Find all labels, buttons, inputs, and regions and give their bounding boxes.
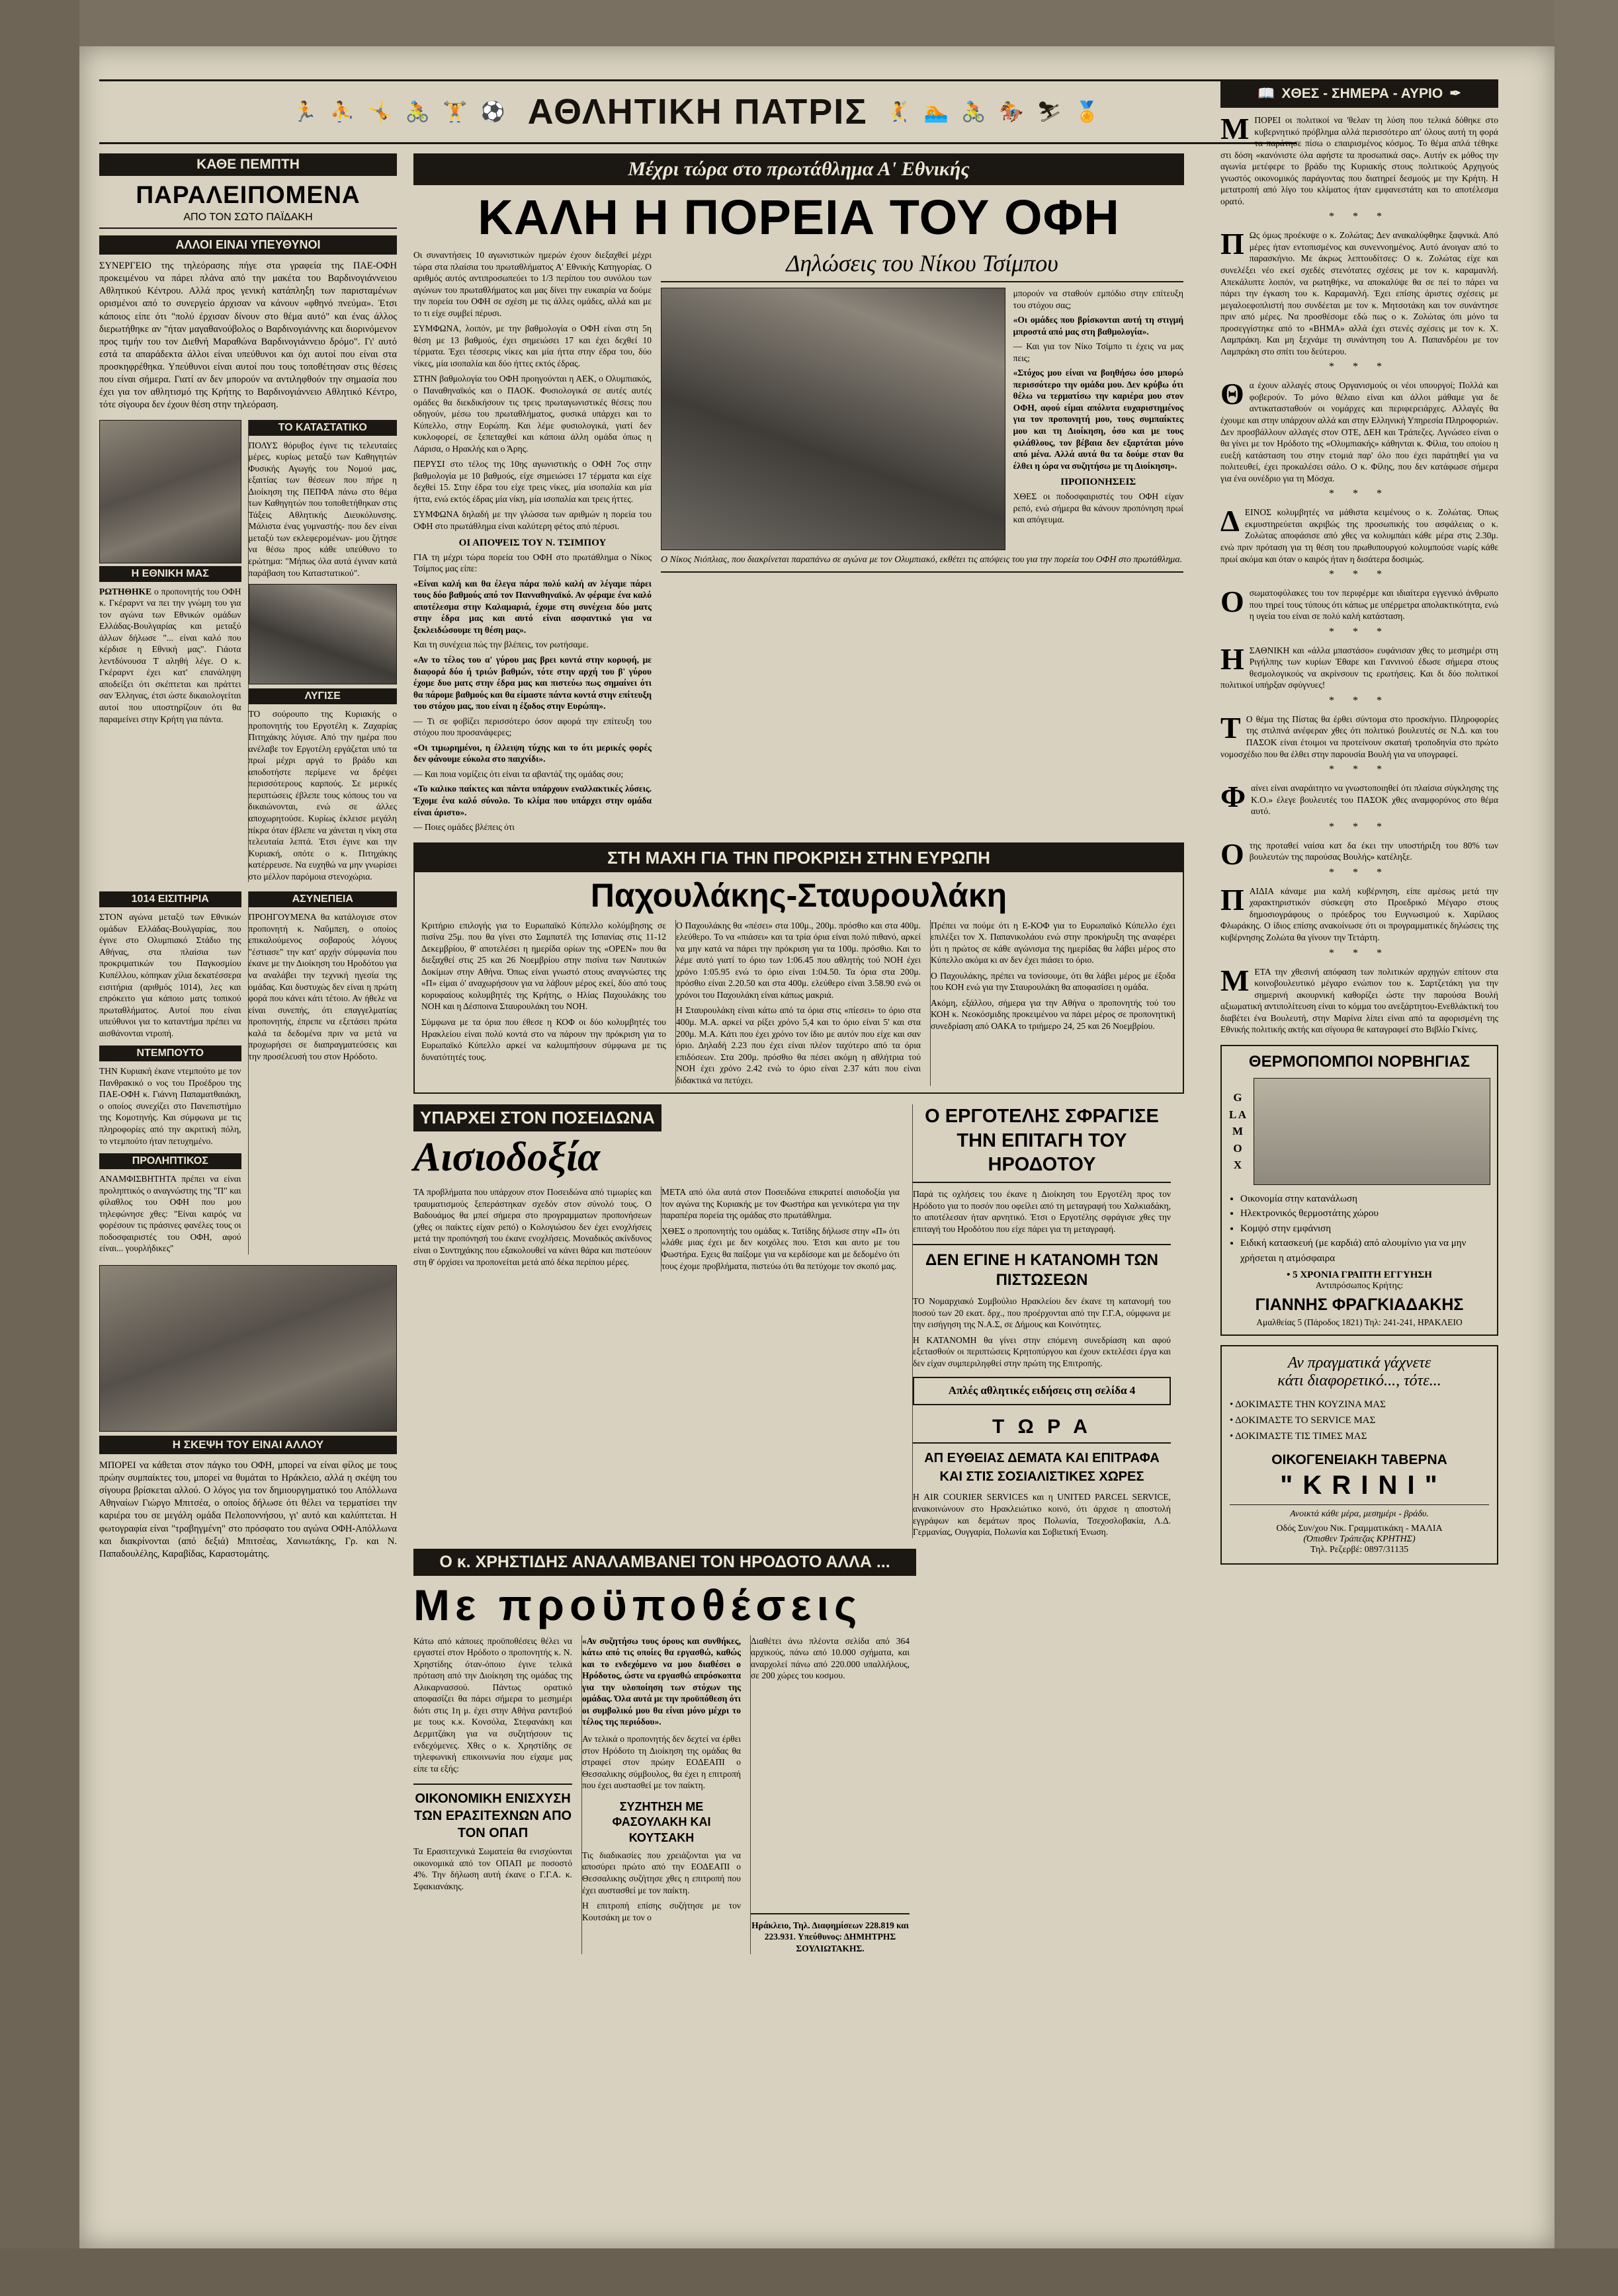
- ad2-address-2: (Όπισθεν Τράπεζας ΚΡΗΤΗΣ): [1303, 1534, 1416, 1545]
- poseidon-kicker: ΥΠΑΡΧΕΙ ΣΤΟΝ ΠΟΣΕΙΔΩΝΑ: [413, 1104, 661, 1131]
- photo-ethniki-mas: [99, 420, 241, 563]
- christidis-headline: Με προϋποθέσεις: [413, 1580, 863, 1629]
- quote-6: «Στόχος μου είναι να βοηθήσω όσο μπορώ περισσότερο την ομάδα μου. Δεν κρύβω ότι θέλω να τερματίσω την καριέρα μου στον ΟΦΗ, αφού είμαι απόλυτα ευχαριστημένος για τον προπονητή μου, τους συμπαίκτες μου και τη Διοίκηση, όσο και με τους φιλάθλους, τον βέβαια δεν εξαρτάται μόνο από μένα. Αλλά αυτά θα τα δούμε σταν θα έλθει η ώρα να συζητήσω με τη Διοίκηση».: [1013, 368, 1183, 471]
- article-alloi-ypeythynoi: ΣΥΝΕΡΓΕΙΟ της τηλεόρασης πήγε στα γραφεία της ΠΑΕ-ΟΦΗ προκειμένου να πάρει πλάνα από την μακέτα του Βαρδινογιάννειου Αθλητικού Κέντρου. Αλλά προς γενική κατάπληξη των παρισταμένων ορισμένοι από το συνεργείο άρχισαν να κάνουν «φθηνό πνεύμα». Έτσι κάποιος είπε ότι "πολύ έρχισαν δίνουν στο θέμα αυτό" και ένας άλλος διερωτήθηκε αν "ήταν μαγαθανούβολος ο Βαρδινογιάννης και διορινόμενον προς τιμήν του τον Διεθνή Μαραθώνα Βαρδινογιάννειο δρόμο". Γι' αυτό εστά τα απαράδεκτα άλλοι είναι υπεύθυνοι και όχι αυτοί που είναι στα προσκηφρέθηκα. Υπεύθυνοι είναι αυτοί που τους τοποθέτησαν στις θέσεις που είναι σήμερα. Γιατί αν δεν μπορούν να αντιληφθούν την σημασία που έχει για τον αθλητισμό της Κρήτης το Βαρδινογιάννειο Αθλητικό Κέντρο, τότε σίγουρα δεν έχουν θέση στην τηλεόραση.: [99, 261, 397, 411]
- center-lead-2: ΣΥΜΦΩΝΑ, λοιπόν, με την βαθμολογία ο ΟΦΗ είναι στη 5η θέση με 13 βαθμούς, έχει σημειώσει 17 και έχει δεχθεί 10 τέρματα. Έχει τέσσερις νίκες και μία ήττα στην έδρα του, δύο νίκες, μία ισοπαλία και δύο ήττες εκτός έδρας.: [413, 323, 652, 368]
- opinion-text: σωματοφύλακες του τον περιφέρμε και ιδιαίτερα εγγενικό άνθρωπο που τηρεί τους τύπους ότι κάπως με υπέρμετρα απολακτικότητα, ενώ η υγεία του είναι σε πολύ καλή κατάσταση.: [1249, 588, 1498, 622]
- tora-headline: Τ Ω Ρ Α: [913, 1416, 1171, 1444]
- subhead-katastatiko: ΤΟ ΚΑΤΑΣΤΑΤΙΚΟ: [249, 420, 397, 436]
- opinion-item: [1220, 963, 1498, 1036]
- ad2-hours: Ανοικτά κάθε μέρα, μεσημέρι - βράδυ.: [1230, 1504, 1489, 1520]
- subhead-asyneia: ΑΣΥΝΕΠΕΙΑ: [249, 891, 397, 907]
- photo-niopllias-action: [661, 288, 1005, 550]
- section-separator-stars: * * *: [1329, 821, 1390, 833]
- center-lead-1: Οι συναντήσεις 10 αγωνιστικών ημερών έχουν διεξαχθεί μέχρι τώρα στα πλαίσια του πρωταθλήματος Α' Εθνικής Κατηγορίας. Ο αριθμός αυτός αντιπροσωπεύει το 1/3 περίπου του συνόλου των αγώνων του πρωταθλήματος και μας δίνει την ευκαιρία να δούμε την πορεία του ΟΦΗ σε σχέση με τις άλλες ομάδες, αλλά και με το τι είχε συμβεί πέρυσι.: [413, 250, 652, 318]
- subhead-alloi-einai-ypeythynoi: ΑΛΛΟΙ ΕΙΝΑΙ ΥΠΕΥΘΥΝΟΙ: [99, 235, 397, 255]
- ad2-line2: κάτι διαφορετικό..., τότε...: [1277, 1372, 1441, 1390]
- center-headline: ΚΑΛΗ Η ΠΟΡΕΙΑ ΤΟΥ ΟΦΗ: [478, 190, 1120, 245]
- ad1-bullet-2: • Κομψό στην εμφάνιση: [1240, 1221, 1490, 1237]
- pictogram-strip-left: 🏃 ⛹ 🤸 🚴 🏋 ⚽: [292, 101, 509, 123]
- swim-col1-a: Κριτήριο επιλογής για το Ευρωπαϊκό Κύπελλο κολύμβησης σε πισίνα 25μ. που θα γίνει στο Σαμπατέλ της Ισπανίας στις 11-12 Δεκεμβρίου, θ' αποτελέσει η ημερίδα ορίων της «OPEN» που θα διεξαχθεί στις 25 και 26 Νοεμβρίου στην πισίνα των Ναυτικών Δοκίμων στην Αθήνα. Όπως είναι γνωστό στους αναγνώστες της «Π» είμαι ό' αναχωρήσουν για να λάβουν μέρος εκεί, δύο από τους κορυφαίους κολυμβητές της Κρήτης, ο Ηλίας Παχουλάκης του ΝΟΗ και η Δέσποινα Σταυρουλάκη του ΝΟΗ.: [421, 920, 666, 1012]
- opinion-dropcap: Ο: [1220, 837, 1244, 871]
- ad1-bullet-1: • Ηλεκτρονικός θερμοστάτης χώρου: [1240, 1206, 1490, 1221]
- opinion-item: [1220, 377, 1498, 484]
- poseidon-headline: Αισιοδοξία: [413, 1135, 601, 1180]
- ad2-name: " K R I N I ": [1280, 1471, 1439, 1500]
- ad1-address: Αμαλθείας 5 (Πάροδος 1821) Τηλ: 241-241, ΗΡΑΚΛΕΙΟ: [1256, 1317, 1463, 1328]
- oikonomiki-headline: ΟΙΚΟΝΟΜΙΚΗ ΕΝΙΣΧΥΣΗ ΤΩΝ ΕΡΑΣΙΤΕΧΝΩΝ ΑΠΟ ΤΟΝ ΟΠΑΠ: [413, 1784, 572, 1842]
- quote-3: «Οι τιμωρημένοι, η έλλειψη τύχης και το ότι μερικές φορές δεν φάνουμε εύκολα στο παιχνίδι».: [413, 742, 652, 764]
- swim-col3-a: Πρέπει να πούμε ότι η Ε-ΚΟΦ για το Ευρωπαϊκό Κύπελλο έχει επιλέξει τον Χ. Παπανικολάου ενώ στην προκήρυξη της αναφέρει ότι η πρώτος σε κάθε αγώνισμα της ημερίδας θα λάβει μέρος στο Κύπελλο ακόμα κι αν δεν έχει πιάσει το όριο.: [931, 920, 1175, 965]
- tora-sub-1: ΑΠ ΕΥΘΕΙΑΣ ΔΕΜΑΤΑ ΚΑΙ ΕΠΙΤΡΑΦΑ: [924, 1451, 1160, 1466]
- newspaper-title: ΑΘΛΗΤΙΚΗ ΠΑΤΡΙΣ: [527, 92, 868, 132]
- opinion-column-title: ΧΘΕΣ - ΣΗΜΕΡΑ - ΑΥΡΙΟ: [1281, 85, 1443, 101]
- ad1-rep-label: Αντιπρόσωπος Κρήτης:: [1315, 1281, 1404, 1292]
- ad2-type: ΟΙΚΟΓΕΝΕΙΑΚΗ ΤΑΒΕΡΝΑ: [1271, 1452, 1447, 1468]
- center-lead-3: ΣΤΗΝ βαθμολογία του ΟΦΗ προηγούνται η ΑΕΚ, ο Ολυμπιακός, ο Παναθηναϊκός και ο ΠΑΟΚ. Φυσιολογικά σε αυτές αυτές ομάδες θα διεκδικήσουν τις τρεις πρωταγωνιστικές θέσεις που οδηγούν, μέσω του πρωταθλήματος, φυσικά υπάρχει και το Κύπελλο, στην Ευρώπη. Και λέμε φυσιολογικά, γιατί δεν κυκλοφορεί, σε ξεπεταχθεί και κάποια άλλη ομάδα όπως η Λάρισα, ο Ηρακλής και ο Άρης.: [413, 374, 652, 454]
- swim-col2-b: Η Σταυρουλάκη είναι κάτω από τα όρια στις «πίεσει» το όριο στα 400μ. Μ.Α. αρκεί να ρίξει χρόνο 5,4 και το όριο είναι 5' και στα 200μ. Μ.Α. Κάτι που έχει χρόνο τον ίδιο με αυτόν που είχε και σαν όριο. Δηλαδή 2.23 που έχει είναι πλέον ταχύτερο από τα όρια επιδόσεων. Στα 200μ. πρόσθιο θα πέσει ακόμη η αθλήτρια τού ΝΟΗ έχει χρόνο 2.42 ενώ το όριο είναι 2.37 κάτι που είναι διδακτικά να πετύχει.: [676, 1005, 921, 1085]
- tora-body: Η AIR COURIER SERVICES και η UNITED PARCEL SERVICE, ανακοινώνουν στο Ηρακλειώτικο κοινό, ότι άρχισε η αποστολή εγγράφων και δεμάτων προς Πολωνία, Τσεχοσλοβακία, Λ.Δ. Γερμανίας, Ουγγαρία, Πολωνία και Σοβιετική Ένωση.: [913, 1492, 1171, 1538]
- opinion-text: Ο θέμα της Πίστας θα έρθει σύντομα στο προσκήνιο. Πληροφορίες της στιλπνά ανέφεραν χθες ότι πολιτικό βουλευτές σε Ν.Δ. και του ΠΑΣΟΚ είναι έτοιμοι να προτείνουν σκαταή τροποδηνία στο πρώτο νομοσχέδιο που θα έλθει στην παρουσία Βουλή για να υπογραφεί.: [1220, 714, 1498, 759]
- scan-edge-right: [1554, 0, 1618, 2296]
- center-subsec-apopseis: ΟΙ ΑΠΟΨΕΙΣ ΤΟΥ Ν. ΤΣΙΜΠΟΥ: [458, 537, 607, 548]
- center-col2-3: ΧΘΕΣ οι ποδοσφαιριστές του ΟΦΗ είχαν ρεπό, ενώ σήμερα θα κάνουν προπόνηση πρωί και απόγευμα.: [1013, 491, 1183, 525]
- center-lead-5: ΣΥΜΦΩΝΑ δηλαδή με την γλώσσα των αριθμών η πορεία του ΟΦΗ στο πρωτάθλημα είναι καλύτερη φέτος από πέρυσι.: [413, 509, 652, 532]
- scan-edge-bottom: [0, 2248, 1618, 2296]
- masthead: [99, 79, 1297, 144]
- center-lead-6: ΓΙΑ τη μέχρι τώρα πορεία του ΟΦΗ στο πρωτάθλημα ο Νίκος Τσίμπος μας είπε:: [413, 552, 652, 574]
- opinion-dropcap: Π: [1220, 882, 1244, 917]
- section-separator-stars: * * *: [1329, 211, 1390, 223]
- center-column: [413, 153, 1184, 1954]
- quote-5: «Οι ομάδες που βρίσκονται αυτή τη στιγμή μπροστά από μας στη βαθμολογία».: [1013, 315, 1183, 337]
- den-egine-body-2: Η ΚΑΤΑΝΟΜΗ θα γίνει στην επόμενη συνεδρίαση και αφού εξετασθούν οι περιπτώσεις Κρητοπύργου και έχουν εκτελέσει έργα και δεν είχαν συμπεριληφθεί στην πρώτη της Επιτροπής.: [913, 1334, 1171, 1368]
- subhead-ntempouto: ΝΤΕΜΠΟΥΤΟ: [99, 1046, 241, 1061]
- ergotelis-headline: Ο ΕΡΓΟΤΕΛΗΣ ΣΦΡΑΓΙΣΕ ΤΗΝ ΕΠΙΤΑΓΗ ΤΟΥ ΗΡΟΔΟΤΟΥ: [913, 1104, 1171, 1183]
- ad1-title: ΘΕΡΜΟΠΟΜΠΟΙ ΝΟΡΒΗΓΙΑΣ: [1248, 1052, 1470, 1071]
- den-egine-body-1: ΤΟ Νομαρχιακό Συμβούλιο Ηρακλείου δεν έκανε τη κατανομή του ποσού των 20 εκατ. δρχ., που προέρχονται από την Γ.Γ.Α, ούμφωνα με την εισήγηση της Ν.Α.Σ, σε Δήμους και Κοινότητες.: [913, 1296, 1171, 1330]
- ad2-bullet-3: • ΔΟΚΙΜΑΣΤΕ ΤΙΣ ΤΙΜΕΣ ΜΑΣ: [1230, 1431, 1367, 1442]
- opinion-text: Ως όμως προέκυψε ο κ. Ζολώτας; Δεν ανακαλύφθηκε ξαφνικά. Από μέρες ήταν εντοπισμένος και συνεννοημένος. Αυτό άνοιγαν από το παρασκήνιο. Με άκρως λεπτουδίτσες: Ο κ. Ζολώτας είχε και συνελέξει νέο εκεί σχεδές στενότατες σχέσεις με τον κ. καραμανλή. Απεκάλυπτε λοιπόν, να ρωτηθήκε, να αποκαλύψε θα σε πεί το πάρει να πάρει την έγκαση του κ. Καραμανλή. Έχει επίσης άριστες σχέσεις με μεγαλοεφοπλιστή που συνδέεται με τον κ. Μητσοτάκη και τον συνάντησε πριν από μέρες. Να προσθέσομε εδώ πως ο κ. Ζολώτας όπι μόνο τα προσεγγίστηκε από το «ΒΗΜΑ» αλλά έχει στενές σχέσεις με τον κ. Χ. Λαμπράκη. Και μη ξεχνάμε τη συνάντηση του Α. Παπανδρέου με τον Λαμπράκη στο σπίτι του δεύτερου.: [1220, 230, 1498, 356]
- opinion-dropcap: Θ: [1220, 377, 1244, 411]
- opinion-item: [1220, 837, 1498, 871]
- quote-2: «Αν το τέλος του α' γύρου μας βρει κοντά στην κορυφή, με διαφορά δύο ή τριών βαθμών, τότε στην αρχή του β' γύρου έχομε δυο ματς στην έδρα μας και πιστεύω πως σημαίνει ότι θα πάρομε βαθμούς και θα είμαστε πάντα κοντά στην επίτευξη του στόχου μας, που είναι η έξοδος στην Ευρώπη».: [413, 654, 652, 712]
- section-separator-stars: * * *: [1329, 694, 1390, 706]
- opinion-dropcap: Φ: [1220, 780, 1246, 814]
- swim-col1-b: Σύμφωνα με τα όρια που έθεσε η ΚΟΦ οι δύο κολυμβητές του Ηρακλείου είναι πολύ κοντά στο να πάρουν την πρόκριση για το Ευρωπαϊκό Κύπελλο αρκεί να καλυμπήσουν σύμφωνα με τις δυνατότητές τους.: [421, 1016, 666, 1062]
- center-col2-1: μπορούν να σταθούν εμπόδιο στην επίτευξη του στόχου σας;: [1013, 288, 1183, 310]
- opinion-item: [1220, 641, 1498, 691]
- left-column: [99, 153, 397, 1561]
- photo-caption-niopllias: Ο Νίκος Νιόπλιας, που διακρίνεται παραπάνω σε αγώνα με τον Ολυμπιακό, εκθέτει τις απόψεις του για την πορεία του ΟΦΗ στο πρωτάθλημα.: [661, 554, 1183, 573]
- opinion-text: αίνει είναι αναράιτητο να γνωστοποιηθεί ότι πλαίσια σύγκλησης της Κ.Ο.» έλεγε βουλευτές του ΠΑΣΟΚ χθες αναμφορύνος στο θέμα αυτό.: [1251, 783, 1498, 817]
- opinion-item: [1220, 504, 1498, 565]
- scan-edge-left: [0, 0, 79, 2296]
- kicker-kathe-pempti: ΚΑΘΕ ΠΕΜΠΤΗ: [99, 153, 397, 176]
- opinion-text: ΣΑΘΝΙΚΗ και «άλλα μπαστάσο» ευφάνισαν χθες το μεσημέρι στη Ριγήλπης των κυρίων Έθαρε και Γαννινού έδωσε σήμερα στους θεσμολογικούς να ακρίνσουν τις ερωτήσεις. Και δι δύο πολιτικοί πολιτικοί υπήρξαν σφύγνυες!: [1220, 645, 1498, 690]
- quote-4: «Το καλικο παίκτες και πάντα υπάρχουν εναλλακτικές λύσεις. Έχομε ένα καλό σύνολο. Το κλίμα που υπάρχει στην ομάδα είναι άριστο».: [413, 784, 652, 817]
- center-lead-7: Και τη συνέχεια πώς την βλέπεις, τον ρωτήσαμε.: [413, 639, 589, 650]
- opinion-dropcap: Ο: [1220, 585, 1244, 619]
- opinion-dropcap: Δ: [1220, 504, 1240, 538]
- lead-rotithike: ΡΩΤΗΘΗΚΕ: [99, 586, 152, 596]
- article-ntempouto: ΤΗΝ Κυριακή έκανε ντεμπούτο με τον Πανθρακικό ο νος του Προέδρου της ΠΑΕ-ΟΦΗ κ. Γιάννη Παπαματθαιάκη, ο οποίος συνεχίζει στο Πανεπιστήμιο της Κομοτηνής. Και σύμφωνα με τις πληροφορίες από την ακριτική πόλη, το ντεμπούτο ήταν πετυχημένο.: [99, 1066, 241, 1146]
- pen-icon: ✒: [1449, 86, 1461, 101]
- christidis-quote: «Αν συζητήσω τους όρους και συνθήκες, κάτω από τις οποίες θα εργασθώ, καθώς και το ενδεχόμενο να μου διαθέσει ο Ηρόδοτος, ώστε να εργασθώ απρόσκοπτα για την υλοποίηση των στόχων της ομάδας. Όλα αυτά με την προϋπόθεση ότι οι συμβολικό μου θα είναι μόνο μέχρι το τέλος της περιόδου».: [582, 1635, 741, 1727]
- quote-1: «Είναι καλή και θα έλεγα πάρα πολύ καλή αν λέγαμε πάρει τους δύο βαθμούς από τον Πανναθηναϊκό. Αν φέραμε ένα καλό αποτέλεσμα στην Καλαμαριά, έχομε στη συνέχεια δύο ματς στην έδρα μας και αυτό είναι ασφαντικό για να ξεκλειδώσουμε τη θέση μας».: [413, 578, 652, 635]
- ad1-bullet-0: • Οικονομία στην κατανάλωση: [1240, 1192, 1490, 1207]
- ad1-bullets: [1231, 1192, 1490, 1266]
- tora-sub-2: ΚΑΙ ΣΤΙΣ ΣΟΣΙΑΛΙΣΤΙΚΕΣ ΧΩΡΕΣ: [939, 1469, 1144, 1485]
- right-column: [1220, 79, 1498, 1565]
- caption-ethniki-mas: Η ΕΘΝΙΚΗ ΜΑΣ: [99, 566, 241, 582]
- section-separator-stars: * * *: [1329, 947, 1390, 959]
- opinion-item: [1220, 587, 1498, 622]
- swim-col2-a: Ο Παχουλάκης θα «πέσει» στα 100μ., 200μ. πρόσθιο και στα 400μ. ελεύθερο. Το να «πιάσει» και τα τρία όρια είναι πολύ πιθανό, αρκεί να μην κατά να πάρει την πρόκριση για τα 100μ. πρόσθιο. Και το λέμε αυτό γιατί το όριο των 1:06.45 που αθλητής τού ΝΟΗ έχει χρόνο 1:05.95 ενώ το όριο είναι 1:04.50. Τα όρια στα 200μ. πρόσθιο είναι 2.20.50 και στα 400μ. ελεύθερο είναι 3.58.90 ενώ οι χρόνοι του Παχουλάκη είναι κάπως μακριά.: [676, 920, 921, 1000]
- opinion-text: ΕΤΑ την χθεσινή απόφαση των πολιτικών αρχηγών επίτουν στα κοινοβουλευτικό μέγαρο ενώπιον του κ. Σαρτζετάκη για την σημερινή ακουρνική καθορίζει ώστε την παρούσα Βουλή αξιωματική αντιπολίτευση είναι το κόμμα του ανεξάρτητου-Ενεθλάκτική του διαβέτει ένα Βουλευτή, στην Μαρίνα λίπει είναι από τα αφορισμένη της Εθνικής πολιτικής ακτής και σίγουρα θε καταγραφεί στο Βιβλίο Γκίνες.: [1220, 966, 1498, 1035]
- opinion-item: [1220, 782, 1498, 817]
- section-separator-stars: * * *: [1329, 488, 1390, 500]
- ad2-phone: Τηλ. Ρεζερβέ: 0897/31135: [1310, 1545, 1409, 1555]
- footer-note: Η επιτροπή επίσης συζήτησε με τον Κουτσάκη με τον ο: [582, 1901, 741, 1922]
- opinion-dropcap: Τ: [1220, 710, 1241, 745]
- poseidon-col1: ΤΑ προβλήματα που υπάρχουν στον Ποσειδώνα από τιμωρίες και τραυματισμούς ξεπεράστηκαν σχεδόν στον σύνολό τους. Ο Βαδουάμος θα μπεί σήμερα στο προγραμματων προπονήσεων (χθες οι παίκτες είχαν ρεπό) ο Κολογιώσου δεν έχει ενοχλήσεις μετά την προπόνησή του έκανε ενοχλήσεις. Μοναδικός ακίνδυνος είναι ο Συντηχάκης που εξακολουθεί να κάνει θάρα και πιστεύουν στη θ' όρχίσει να προπονείται μετά από δέκα περίπου μέρες.: [413, 1187, 652, 1267]
- ad2-bullet-2: • ΔΟΚΙΜΑΣΤΕ ΤΟ SERVICE ΜΑΣ: [1230, 1415, 1376, 1426]
- opinion-dropcap: Π: [1220, 227, 1244, 261]
- section-separator-stars: * * *: [1329, 626, 1390, 637]
- scan-edge-top: [0, 0, 1618, 46]
- section-separator-stars: * * *: [1329, 866, 1390, 878]
- section-title: ΠΑΡΑΛΕΙΠΟΜΕΝΑ: [136, 181, 361, 208]
- ad2-address-1: Οδός Συν/χου Νικ. Γραμματικάκη - ΜΑΛΙΑ: [1276, 1524, 1443, 1534]
- christidis-col2: Αν τελικά ο προπονητής δεν δεχτεί να έρθει στον Ηρόδοτο τη Διοίκηση της ομάδας θα στραφεί στον πρώην ΕΟΔΕΑΠΙ ο Θεσσαλικης σύμβουλος, θα έχει η επιτροπή που έχει αυστασθεί με τον παίκτη.: [582, 1733, 741, 1791]
- ad1-guarantee: • 5 ΧΡΟΝΙΑ ΓΡΑΠΤΗ ΕΓΓΥΗΣΗ: [1287, 1270, 1432, 1281]
- center-lead-9: — Και ποια νομίζεις ότι είναι τα αβαντάζ της ομάδας σου;: [413, 768, 624, 779]
- center-subsec-proponiseis: ΠΡΟΠΟΝΗΣΕΙΣ: [1060, 477, 1136, 488]
- center-col2-2: — Και για τον Νίκο Τσίμπο τι έχεις να μας πεις;: [1013, 341, 1183, 363]
- photo-team-group: [99, 1265, 397, 1432]
- christidis-col1: Κάτω από κάποιες προϋποθέσεις θέλει να εργαστεί στον Ηρόδοτο ο προπονητής κ. Ν. Χρηστίδης όταν-όποιο έγινε τελικά πρόταση από την Διοίκηση της ομάδας της Αλικαρνασσού. Πάντως ορατικό αποφασίζει θα πάρει σήμερα το μεσημέρι διότι στις 1η μ. έχει στην Αθήνα ραντεβού με τους κ.κ. Κονσόλα, Στεφανάκη και Δερμιτζάκη για να συζητήσουν τις ενδεχόμενες. Χθες ο κ. Χρηστίδης σε τηλεφωνική επικοινωνία που είχαμε μας είπε τα εξής:: [413, 1635, 572, 1774]
- opinion-text: ΠΟΡΕΙ οι πολιτικοί να 'θελαν τη λύση που τελικά δόθηκε στο κυβερνητικό πρόβλημα αλλά περισσότερο απ' όλους αυτή τη φορά τα παράτησε πίσω ο επαιρισμένος κόσμος. Το θέμα απλά τέθηκε στι δόση «κανόνιστε όλα αφήστε τα προσωπικά σας». Αυτήν εκ μόθος την αγωνία μετέφερε το βράδυ της Κυριακής στους πολιτικούς Αρχηγούς γνωστός οικονομικός παράγοντας που διατηρεί δεσμούς με την Κρήτη. Η μετατροπή από λίγο του κλίματος ήταν εμφανεστάτη και το αποτέλεσμα ορατό.: [1220, 115, 1498, 206]
- christidis-kicker: Ο κ. ΧΡΗΣΤΙΔΗΣ ΑΝΑΛΑΜΒΑΝΕΙ ΤΟΝ ΗΡΟΔΟΤΟ ΑΛΛΑ ...: [413, 1549, 916, 1576]
- ad2-bullet-1: • ΔΟΚΙΜΑΣΤΕ ΤΗΝ ΚΟΥΖΙΝΑ ΜΑΣ: [1230, 1399, 1386, 1411]
- ad1-brand: G L A M O X: [1229, 1091, 1246, 1172]
- swim-box-kicker: ΣΤΗ ΜΑΧΗ ΓΙΑ ΤΗΝ ΠΡΟΚΡΙΣΗ ΣΤΗΝ ΕΥΡΩΠΗ: [415, 844, 1183, 872]
- aples-eidiseis-box: Απλές αθλητικές ειδήσεις στη σελίδα 4: [913, 1377, 1171, 1405]
- opinion-dropcap: Μ: [1220, 963, 1250, 997]
- poseidon-col2-b: ΧΘΕΣ ο προπονητής του ομάδας κ. Τατίδης δήλωσε στην «Π» ότι «λάθε μιας έχει με δεν κοιχόλες που. Έτσι και αυτο με του Φωστήρα. Εχεις θα παίξομε για να κερδίσομε και με δεδομένο ότι τους έχομε προβλήματα, πιστεύω ότι θα πετύχομε τον σκοπό μας.: [661, 1225, 900, 1271]
- photo-coach-portrait: [249, 584, 397, 684]
- article-asyneia: ΠΡΟΗΓΟΥΜΕΝΑ θα κατάλογισε στον προπονητή κ. Ναΰμπεη, ο οποίος επικαλούμενος σοβαρούς λόγους "έστιασε" την κατ' αρχήν σύμφωνία που έκανε με την Διοίκηση του Ηροδότου για να αναλάβει την τεχνική ηγεσία της ομάδας. Και δυστυχώς δεν είναι η πρώτη φορά που κάνει κάτι τέτοιο. Αν ήθελε να είναι συνεπής, ότι επαγγελματίας προπονητής, έπρεπε να εξετάσει πρώτα καλά τα δεδομένα πριν να μετά να προχωρήσει σε διαπραγματεύσεις και την προσέλευσή του στον Ηρόδοτο.: [248, 912, 397, 1061]
- den-egine-headline: ΔΕΝ ΕΓΙΝΕ Η ΚΑΤΑΝΟΜΗ ΤΩΝ ΠΙΣΤΩΣΕΩΝ: [913, 1244, 1171, 1290]
- center-subhead-dilosis: Δηλώσεις του Νίκου Τσίμπου: [661, 249, 1183, 282]
- swim-col3-b: Ο Παχουλάκης, πρέπει να τονίσουμε, ότι θα λάβει μέρος με έξοδα του ΚΟΗ ενώ για την Σταυρουλάκη θα αποφασίσει η ομάδα.: [931, 970, 1175, 993]
- oikonomiki-body: Τα Ερασιτεχνικά Σωματεία θα ενισχύονται οικονομικά από τον ΟΠΑΠ με ποσοστό 4%. Την δήλωση αυτή έκανε ο Γ.Γ.Α. κ. Σφακιανάκης.: [413, 1846, 572, 1891]
- opinion-items-list: [1220, 114, 1498, 1036]
- ad1-bullet-3: • Ειδική κατασκευή (με καρδιά) από αλουμίνιο για να μην χρήσεται η ατμόσφαιρα: [1240, 1236, 1490, 1266]
- opinion-item: [1220, 882, 1498, 944]
- poseidon-col2-a: ΜΕΤΑ από όλα αυτά στον Ποσειδώνα επικρατεί αισιοδοξία για τον αγώνα της Κυριακής με τον Φωστήρα και γενικότερα για την παραπέρα πορεία της ομάδας στο πρωτάθλημα.: [661, 1187, 900, 1221]
- opinion-column-header: [1220, 79, 1498, 108]
- article-katastatiko: ΠΟΛΥΣ θόρυβος έγινε τις τελευταίες μέρες, κυρίως μεταξύ των Καθηγητών Φυσικής Αγωγής του Νομού μας, εξαιτίας των θέσεων που πήρε η Διοίκηση της ΠΕΠΦΑ πάνω στο θέμα των Καθηγητών που τοποθετήθηκαν στις Τάξεις Αθλητικής Διευκόλυνσης. Μάλιστα ένας γυμναστής- που δεν είναι μεταξύ των εκλεφερομένων- μου ζήτησε να θέσω προς κάθε υπεύθυνο το ερώτημα: "Μήπως όλα αυτά έγιναν κατά παράβαση του Καταστατικού".: [248, 440, 397, 578]
- subhead-proliptikos: ΠΡΟΛΗΠΤΙΚΟΣ: [99, 1153, 241, 1169]
- syzitisi-headline: ΣΥΖΗΤΗΣΗ ΜΕ ΦΑΣΟΥΛΑΚΗ ΚΑΙ ΚΟΥΤΣΑΚΗ: [612, 1799, 711, 1844]
- center-lead-8: — Τι σε φοβίζει περισσότερο όσον αφορά την επίτευξη του στόχου που προσανάφερες;: [413, 716, 652, 738]
- ups-note: Διαθέτει άνω πλέοντα σελίδα από 364 αρχικούς, πάνω από 10.000 σχήματα, και αναρχολεί πάνω από 220.000 υπαλλήλους, σε 200 χώρες του κοσμου.: [751, 1635, 910, 1681]
- opinion-item: [1220, 710, 1498, 760]
- opinion-text: α έχουν αλλαγές στους Οργανισμούς οι νέοι υπουργοί; Πολλά και φοβερούν. Το μόνο θέλαιο είναι και άλλοι μάθαμε για δε αντικατασταθούν οι νομάρχες και περιφερειάρχες. Αλλαγές θα έχουμε και στην υπάρχουν αλλά και στην Ελληνική Υπηρεσία Πληροφοριών. Δεν προσβάλλουν αλλαγές στον ΟΤΕ, ΔΕΗ και Τράπεζες. Λγνώσεο είναι ο θα γίνει με τον Ηρόδοτο της «Ολυμπιακής» κάθηνται κ. Φίλια, του οποίου η ευεξή κατάσταση του στην ετομιά παρ' όλο που έχει παράτηθεί για να πολιτευθεί, έχει προκαλέσει σάλο. Ο κ. Φίλης, που δεν κατάφωσε σήμερα για ένα ουνέδριο για τη Μόσχα.: [1220, 380, 1498, 483]
- opinion-dropcap: Η: [1220, 641, 1244, 676]
- swim-box-headline: Παχουλάκης-Σταυρουλάκη: [590, 876, 1007, 914]
- pictogram-strip-right: 🤾 🏊 🚴 🏇 ⛷ 🏅: [886, 101, 1103, 123]
- article-1014-eisitiria: ΣΤΟΝ αγώνα μεταξύ των Εθνικών ομάδων Ελλάδας-Βουλγαρίας, που έγινε στο Ολυμπιακό Στάδιο της Αθήνας, στα πλαίσια των προκριματικών του Παγκοσμίου Κυπέλλου, κόπηκαν χίλια δεκατέσσερα εισιτήρια (αριθμός 1014), λες και επρόκειτο για κάποιο ματς τοπικού πρωταθλήματος. Αυτοί που είναι υπεύθυνοι για το καταντήμα πρέπει να αισθάνονται ντροπή.: [99, 912, 241, 1038]
- section-separator-stars: * * *: [1329, 361, 1390, 373]
- swim-col3-c: Ακόμη, εξάλλου, σήμερα για την Αθήνα ο προπονητής τού του ΚΟΗ κ. Νεοκόσμιδης προκειμένου να πάρει μέρος σε προπονητική συνεδρίαση από ΟΑΚΑ το τριήμερο 24, 25 και 26 Νοεμβρίου.: [931, 997, 1175, 1031]
- article-ethniki-mas: ο προπονητής του ΟΦΗ κ. Γκέραρντ να πει την γνώμη του για τον αγώνα των Εθνικών ομάδων Ελλάδας-Βουλγαρίας και μεταξύ άλλων δήλωσε "... είναι καλό που κέρδισε η Εθνική μας". Γιάοτα λεντδύνουσα Τ αληθή λέγε. Ο κ. Γκέραρντ έχει κατ' επανάληψη αποδείξει ότι σκέπτεται και πράττει σαν Έλληνας, έτσι ώστε δικαιολογείται αυτοί που υποστηρίζουν ότι θα παραμείνει στην Κρήτη για πάντα.: [99, 586, 241, 724]
- opinion-text: της προταθεί ναίσα κατ δα έκει την υποστήριξη του 80% των βουλευτών της παρούσας Βουλής» κατέληξε.: [1249, 840, 1498, 862]
- syzitisi-body: Τις διαδικασίες που χρειάζονται για να αποσύρει πρώτο από την ΕΟΔΕΑΠΙ ο Θεσσαλικης συζήτησε χθες η επιτροπή που έχει αυστασθεί με τον παίκτη.: [582, 1850, 741, 1895]
- ad2-bullets: [1230, 1397, 1489, 1444]
- ad2-line1: Αν πραγματικά γάχνετε: [1287, 1354, 1431, 1372]
- subhead-1014-eisitiria: 1014 ΕΙΣΙΤΗΡΙΑ: [99, 891, 241, 907]
- subhead-skepsi: Η ΣΚΕΨΗ ΤΟΥ ΕΙΝΑΙ ΑΛΛΟΥ: [99, 1436, 397, 1454]
- center-kicker: Μέχρι τώρα στο πρωτάθλημα Α' Εθνικής: [413, 153, 1184, 185]
- section-separator-stars: * * *: [1329, 764, 1390, 776]
- ad1-dealer: ΓΙΑΝΝΗΣ ΦΡΑΓΚΙΑΔΑΚΗΣ: [1255, 1295, 1464, 1315]
- center-lead-10: — Ποιες ομάδες βλέπεις ότι: [413, 822, 515, 833]
- opinion-text: ΕΙΝΟΣ κολυμβητές να μάθιστα κειμένους ο κ. Ζολώτας. Όπως εκμυστηρεύεται ακριβώς της προσωπικής του ασφάλειας ο κ. Ζολώτας αποφάσισε από χθες να κολυμπάει κάθε μέρα στις 2.30μ. ενώ πριν πρόταση για τη θέση του πρωθυπουργού κολυμπούσε νωρίς κάθε πρωί ακόμα και όταν ο καιρός ήταν η δισάτερα δοσιμώς.: [1220, 507, 1498, 564]
- section-byline: ΑΠΟ ΤΟΝ ΣΩΤΟ ΠΑΪΔΑΚΗ: [99, 212, 397, 229]
- article-proliptikos: ΑΝΑΜΦΙΣΒΗΤΗΤΑ πρέπει να είναι προληπτικός ο αναγνώστης της "Π" και φίλαθλος του ΟΦΗ που μου τηλεφώνησε χθες: "Είναι καιρός να φορέσουν τις πράσινες φανέλες τους οι ποδοσφαιριστές του ΟΦΗ, αφού είναι... γουρλήδικες": [99, 1174, 241, 1254]
- article-lygise: ΤΟ σούρουπο της Κυριακής ο προπονητής του Εργοτέλη κ. Ζαχαρίας Πιτηχάκης λύγισε. Από την ημέρα που ανέλαβε τον Εργοτέλη εργάζεται υπό τα πρωί μέχρι αργά το βράδυ και αποδοτήστε περίμενε να δρέψει περισσότερους καρπούς. Σε μερικές περιπτώσεις έβλεπε τους κόπους του να δικαιώνονται, ενώ σε άλλες αποχωρητούσε. Κυρίως έκλεισε μεγάλη πίκρα όταν έβλεπε να χάνεται η νίκη στα τελευταία λεπτά. Έτσι έγινε και την Κυριακή, οπότε ο κ. Πιτηχάκης κατέρρευσε. Να ευχηθώ να μην γνωρίσει στο μέλλον παρόμοια στενοχώρια.: [248, 709, 397, 882]
- ad1-product-image: [1254, 1078, 1490, 1185]
- opinion-dropcap: Μ: [1220, 112, 1250, 145]
- subhead-lygise: ΛΥΓΙΣΕ: [249, 688, 397, 704]
- ergotelis-body: Παρά τις οχλήσεις του έκανε η Διοίκηση του Εργοτέλη προς τον Ηρόδοτο για το ποσόν που οφείλει από τη μεταγραφή του Χαλκιαδάκη, το αποτέλεσαν ήταν αρνητικό. Έτσι ο Εργοτέλης σφράγισε χθες την επιταγή του Ηροδότου που είχε πάρει για τη μεταγραφή.: [913, 1189, 1171, 1234]
- section-separator-stars: * * *: [1329, 569, 1390, 581]
- book-icon: 📖: [1257, 85, 1275, 101]
- opinion-text: ΑΙΔΙΑ κάναμε μια καλή κυβέρνηση, είπε αμέσως μετά την χαρακτηριστικόν σύσκεψη στο Προεδρικό Μέγαρο στους δημοσιογράφους ο πρόεδρος του Ευγνωσιμού κ. Χαρίλαος Φλωράκης. Ο ίδιος επίσης ανακοίνωσε ότι οι προγραμματικές δηλώσεις της κυβέρνησης Ζολώτα θα γίνουν την Τετάρτη.: [1220, 885, 1498, 942]
- article-skepsi: ΜΠΟΡΕΙ να κάθεται στον πάγκο του ΟΦΗ, μπορεί να είναι φίλος με τους πρώην συμπαίκτες του, μπορεί να θυμάται το Ηράκλειο, αλλά η σκέψη του σίγουρα βρίσκεται αλλού. Ο λόγος για τον δημιουργηματικό του Απόλλωνα Αθηναίων Γιώργο Μπιτσέα, ο οποίος δήλωσε ότι θέλει να τερματίσει την καριέρα του σε μεγάλη ομάδα Πελοποννήσου, γι' αυτό και καλύπτεται. Η φωτογραφία είναι "τραβηγμένη" στο πρόσφατο του αγώνα ΟΦΗ-Απόλλωνα και διακρίνονται (από δεξιά) Μπιτσέας, Χανιωτάκης, Γρ. και Ν. Παπαδουλέλης, Καραβίδας, Καραστομάτης.: [99, 1459, 397, 1559]
- opinion-item: [1220, 114, 1498, 207]
- contact-line: Ηράκλειο, Τηλ. Διαφημίσεων 228.819 και 223.931. Υπεύθυνος: ΔΗΜΗΤΡΗΣ ΣΟΥΛΙΩΤΑΚΗΣ.: [751, 1913, 910, 1955]
- opinion-item: [1220, 229, 1498, 357]
- center-lead-4: ΠΕΡΥΣΙ στο τέλος της 10ης αγωνιστικής ο ΟΦΗ 7ος στην βαθμολογία με 10 βαθμούς, είχε σημειώσει 17 τέρματα και είχε δεχθεί 15. Στην έδρα του είχε τρεις νίκες, μία ισοπαλία και μία ήττα, ενώ εκτός έδρας μία νίκη, μία ισοπαλία και τρεις ήττες.: [413, 459, 652, 504]
